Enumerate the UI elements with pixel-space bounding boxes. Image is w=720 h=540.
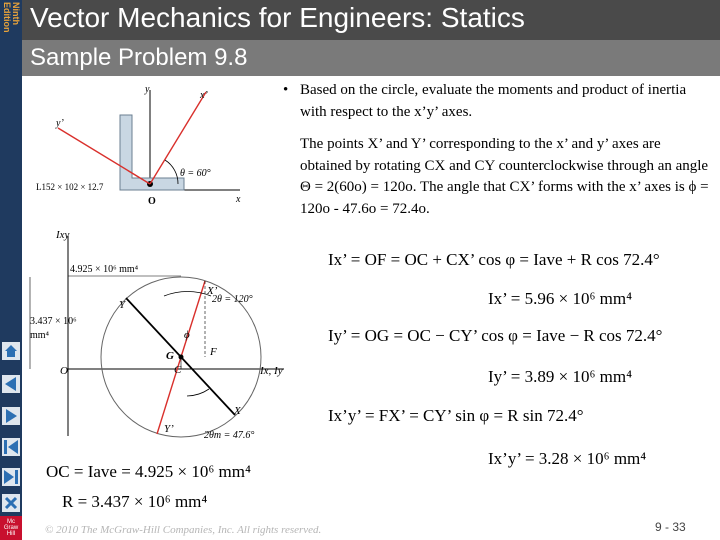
r-equation: R = 3.437 × 10⁶ mm⁴ xyxy=(62,492,208,511)
logo-line3: Hill xyxy=(6,531,16,537)
bullet-text: Based on the circle, evaluate the moments and product of inertia with respect to the x’y’ axes. xyxy=(300,82,687,120)
iy-prime-value: Iy’ = 3.89 × 10⁶ mm⁴ xyxy=(488,367,633,386)
label-two-theta: 2θ = 120° xyxy=(212,294,253,305)
label-Y: Y xyxy=(119,299,126,311)
label-Y-prime: Y’ xyxy=(164,423,174,435)
label-two-theta-m: 2θm = 47.6° xyxy=(204,430,255,441)
label-G: G xyxy=(166,350,174,362)
label-ix-iy: Ix, Iy xyxy=(260,365,283,377)
angle-section-shape xyxy=(120,115,184,190)
label-C: C xyxy=(174,364,182,376)
mohrs-circle-diagram xyxy=(24,228,290,450)
label-radius-line1: 3.437 × 10⁶ xyxy=(30,316,77,327)
mcgraw-hill-logo xyxy=(0,516,22,540)
ixy-prime-definition: Ix’y’ = FX’ = CY’ sin φ = R sin 72.4° xyxy=(328,406,584,425)
two-theta-arc xyxy=(164,292,211,296)
previous-icon[interactable] xyxy=(2,375,20,393)
ix-prime-value: Ix’ = 5.96 × 10⁶ mm⁴ xyxy=(488,289,633,308)
label-ave: 4.925 × 10⁶ mm⁴ xyxy=(70,264,139,275)
label-profile: L152 × 102 × 12.7 xyxy=(36,182,104,192)
logo-line2: Graw xyxy=(3,525,19,531)
angle-section-diagram xyxy=(28,80,273,230)
label-x: x xyxy=(236,194,241,205)
ix-prime-definition: Ix’ = OF = OC + CX’ cos φ = Iave + R cos 72.4° xyxy=(328,250,660,269)
iy-prime-definition: Iy’ = OG = OC − CY’ cos φ = Iave − R cos 72.4° xyxy=(328,326,663,345)
label-X: X xyxy=(234,405,241,417)
oc-equation: OC = Iave = 4.925 × 10⁶ mm⁴ xyxy=(46,462,251,481)
header-title: Vector Mechanics for Engineers: Statics xyxy=(30,2,525,33)
edition-label xyxy=(1,2,21,46)
two-theta-m-arc xyxy=(187,389,209,396)
next-icon[interactable] xyxy=(2,407,20,425)
label-origin: O xyxy=(148,196,156,207)
edition-line1: Ninth xyxy=(11,2,21,25)
label-y: y xyxy=(145,84,150,95)
label-ixy: Ixy xyxy=(56,229,70,241)
explanation-paragraph: The points X’ and Y’ corresponding to the x’ and y’ axes are obtained by rotating CX and CY counterclockwise through an angle Θ = 2(60o) = 120o. The angle that CX’ forms with the x’ axes is ϕ = 120o - 47.6o = 72.4o. xyxy=(300,136,709,217)
label-x-prime: x’ xyxy=(200,90,208,101)
label-radius-line2: mm⁴ xyxy=(30,330,50,341)
exit-icon[interactable] xyxy=(2,494,20,512)
copyright-footer: © 2010 The McGraw-Hill Companies, Inc. All rights reserved. xyxy=(45,524,322,536)
bullet-point xyxy=(283,80,713,123)
label-phi: ϕ xyxy=(184,329,190,341)
first-icon[interactable] xyxy=(2,438,20,456)
subheader-bar xyxy=(22,40,720,76)
label-X-prime: X’ xyxy=(207,285,218,297)
logo-line1: Mc xyxy=(7,519,15,525)
label-y-prime: y’ xyxy=(56,118,64,129)
center-point xyxy=(179,355,184,360)
label-theta: θ = 60° xyxy=(180,168,211,179)
sidebar xyxy=(0,0,22,540)
label-O: O xyxy=(60,365,68,377)
home-icon[interactable] xyxy=(2,342,20,360)
problem-title: Sample Problem 9.8 xyxy=(30,44,248,71)
cx-prime-line xyxy=(181,281,205,357)
page-number: 9 - 33 xyxy=(655,520,686,534)
edition-line2: Edition xyxy=(2,2,12,33)
y-prime-axis xyxy=(58,128,150,184)
label-F: F xyxy=(210,346,217,358)
header-bar xyxy=(22,0,720,40)
last-icon[interactable] xyxy=(2,468,20,486)
bullet-marker: • xyxy=(283,82,289,98)
ixy-prime-value: Ix’y’ = 3.28 × 10⁶ mm⁴ xyxy=(488,449,647,468)
